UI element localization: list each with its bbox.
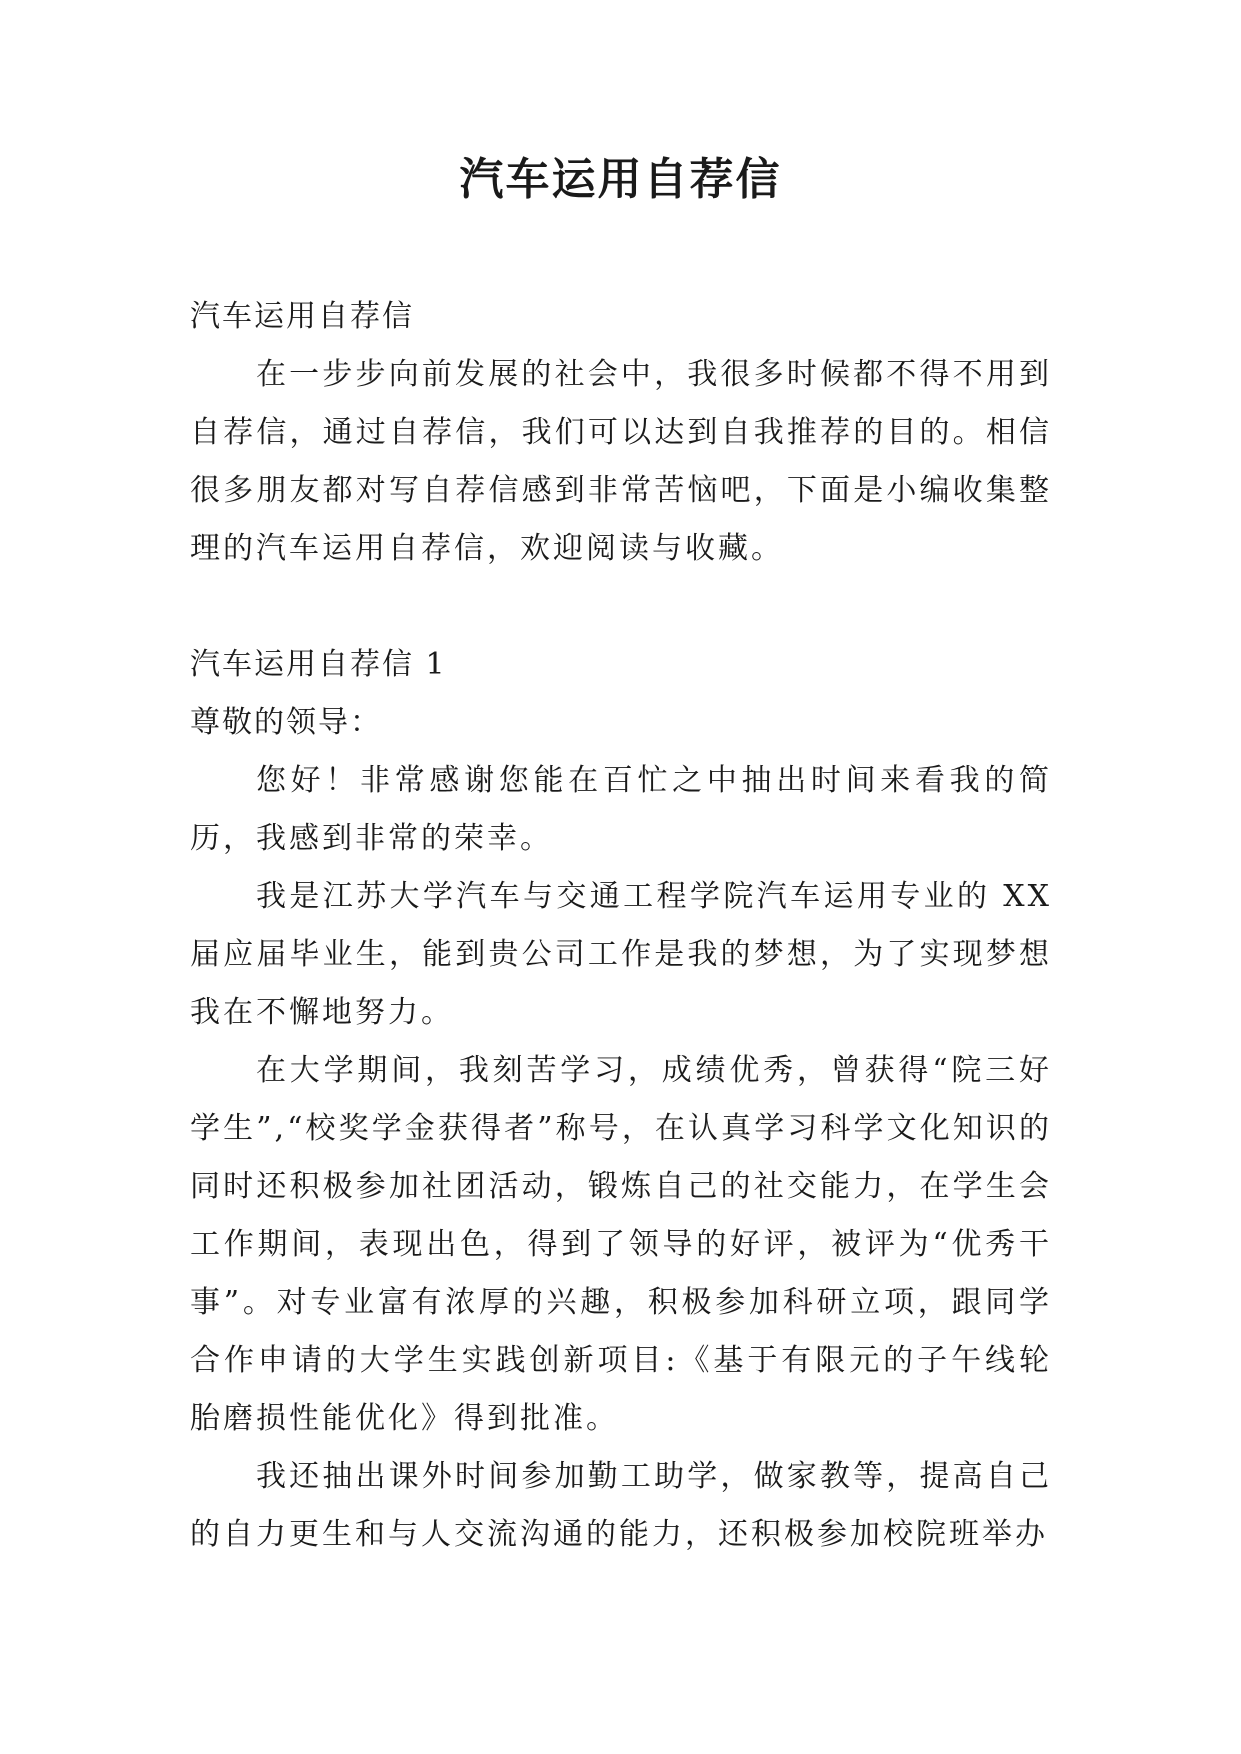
document-subtitle: 汽车运用自荐信 — [190, 299, 414, 334]
document-body — [190, 288, 1052, 1564]
document-title: 汽车运用自荐信 — [459, 154, 782, 205]
paragraph-spacer — [190, 578, 1052, 636]
body-paragraph-4: 我还抽出课外时间参加勤工助学，做家教等，提高自己的自力更生和与人交流沟通的能力，还积极参加校院班举办 — [190, 1459, 1052, 1552]
intro-paragraph: 在一步步向前发展的社会中，我很多时候都不得不用到自荐信，通过自荐信，我们可以达到自我推荐的目的。相信很多朋友都对写自荐信感到非常苦恼吧，下面是小编收集整理的汽车运用自荐信，欢迎阅读与收藏。 — [190, 357, 1052, 566]
body-paragraph-3: 在大学期间，我刻苦学习，成绩优秀，曾获得“院三好学生”,“校奖学金获得者”称号，在认真学习科学文化知识的同时还积极参加社团活动，锻炼自己的社交能力，在学生会工作期间，表现出色，得到了领导的好评，被评为“优秀干事”。对专业富有浓厚的兴趣，积极参加科研立项，跟同学合作申请的大学生实践创新项目:《基于有限元的子午线轮胎磨损性能优化》得到批准。 — [190, 1053, 1052, 1436]
section-title: 汽车运用自荐信 1 — [190, 647, 447, 682]
salutation: 尊敬的领导： — [190, 705, 382, 740]
body-paragraph-2: 我是江苏大学汽车与交通工程学院汽车运用专业的 XX 届应届毕业生，能到贵公司工作是我的梦想，为了实现梦想我在不懈地努力。 — [190, 879, 1052, 1030]
body-paragraph-1: 您好！非常感谢您能在百忙之中抽出时间来看我的简历，我感到非常的荣幸。 — [190, 763, 1052, 856]
